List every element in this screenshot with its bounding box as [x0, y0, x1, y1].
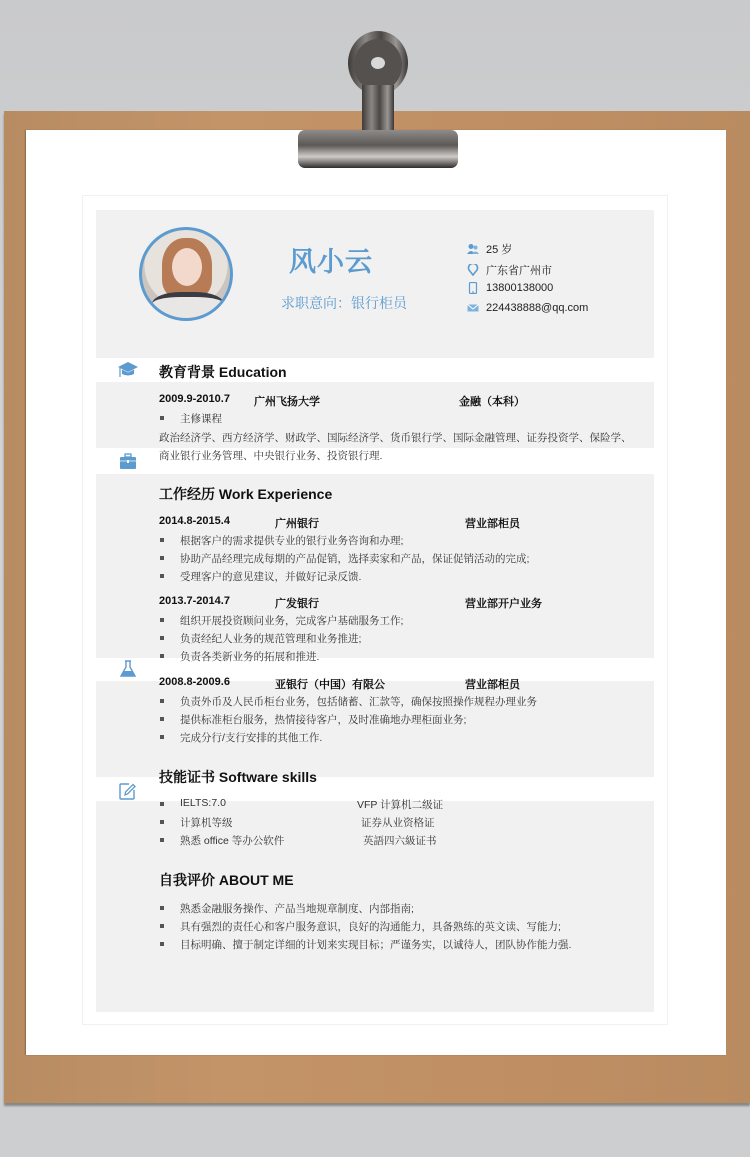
phone-icon — [467, 282, 479, 294]
about-title: 自我评价 ABOUT ME — [159, 872, 294, 888]
courses-line-1: 政治经济学、西方经济学、财政学、国际经济学、货币银行学、国际金融管理、证券投资学、保险学、 — [159, 432, 632, 444]
skills-title: 技能证书 Software skills — [159, 769, 317, 785]
graduation-cap-icon — [117, 360, 139, 380]
profile-photo — [139, 227, 233, 321]
info-location: 广东省广州市 — [467, 262, 552, 278]
info-age: 25 岁 — [467, 241, 512, 257]
work-title: 工作经历 Work Experience — [159, 486, 333, 502]
job-intent: 求职意向：银行柜员 — [281, 295, 407, 311]
user-icon — [467, 243, 479, 255]
info-phone: 13800138000 — [467, 282, 553, 294]
binder-clip-icon — [296, 25, 460, 170]
flask-icon — [117, 659, 139, 679]
edit-pencil-icon — [117, 781, 139, 801]
mail-icon — [467, 302, 479, 314]
education-title: 教育背景 Education — [159, 364, 287, 380]
courses-line-2: 商业银行业务管理、中央银行业务、投资银行理. — [159, 450, 383, 462]
briefcase-icon — [117, 452, 139, 472]
location-pin-icon — [467, 264, 479, 276]
info-email: 224438888@qq.com — [467, 302, 588, 314]
candidate-name: 风小云 — [289, 247, 373, 277]
